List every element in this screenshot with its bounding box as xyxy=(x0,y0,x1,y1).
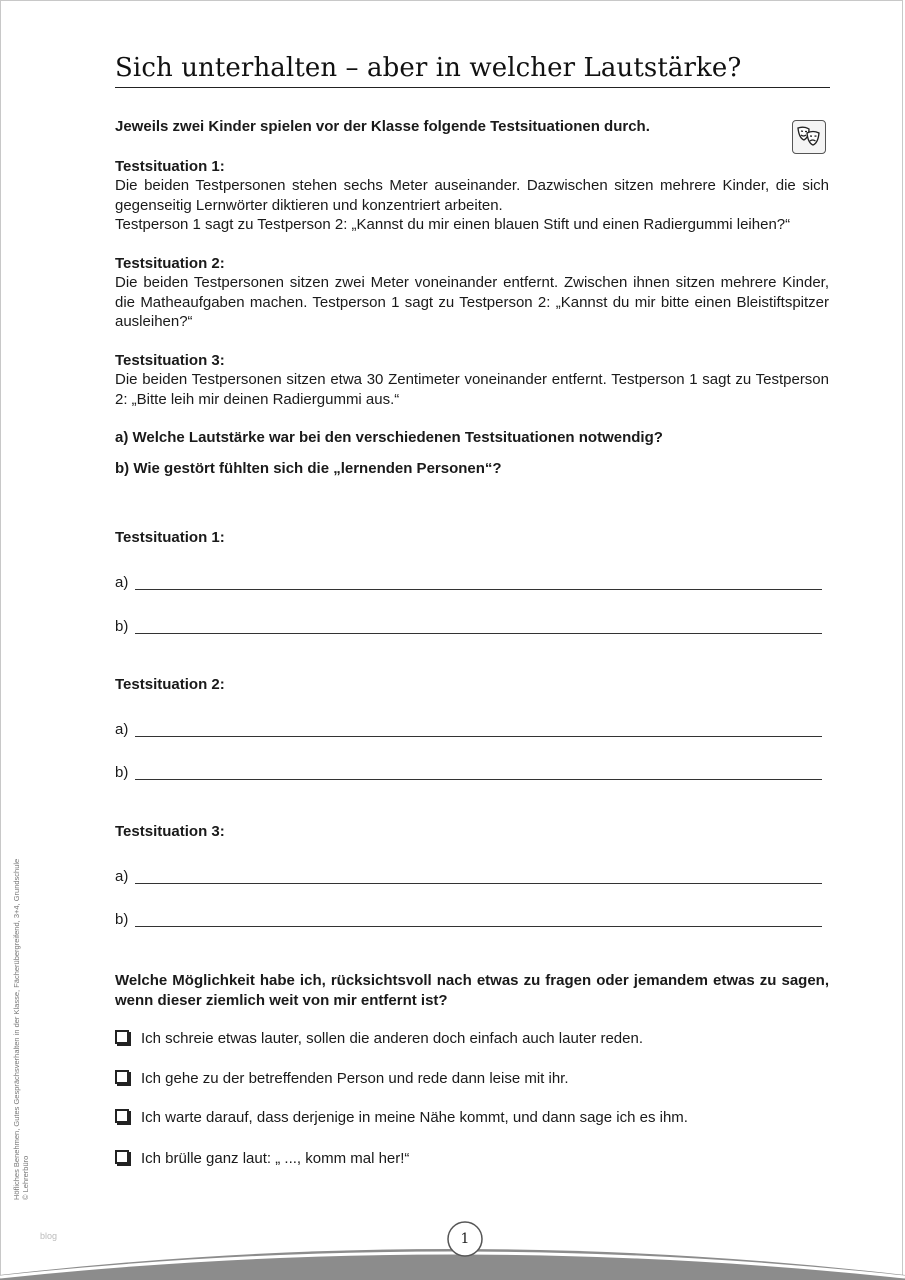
answer-label: b) xyxy=(115,618,129,635)
page-number: 1 xyxy=(460,1231,470,1247)
watermark: blog xyxy=(40,1231,58,1241)
situation-text: Die beiden Testpersonen sitzen etwa 30 Zentimeter voneinander entfernt. Testperson 1 sagt zu Testperson 2: „Bitte leih mir deinen Radiergummi aus.“ xyxy=(115,371,829,408)
situation-1 xyxy=(115,157,829,235)
answer-line-a[interactable] xyxy=(115,721,825,741)
situation-heading: Testsituation 2: xyxy=(115,254,225,272)
answer-line-a[interactable] xyxy=(115,868,825,888)
situation-text: Die beiden Testpersonen sitzen zwei Meter voneinander entfernt. Zwischen ihnen sitzen mehrere Kinder, die Matheaufgaben machen. Testperson 1 sagt zu Testperson 2: „Kannst du mir bitte einen Bleistiftspitzer ausleihen?“ xyxy=(115,274,829,330)
answer-heading: Testsituation 3: xyxy=(115,823,225,840)
answer-heading: Testsituation 1: xyxy=(115,529,225,546)
final-question: Welche Möglichkeit habe ich, rücksichtsvoll nach etwas zu fragen oder jemandem etwas zu sagen, wenn dieser ziemlich weit von mir entfernt ist? xyxy=(115,972,829,1009)
answer-rule xyxy=(135,589,822,590)
answer-line-a[interactable] xyxy=(115,574,825,594)
question-b: b) Wie gestört fühlten sich die „lernenden Personen“? xyxy=(115,459,502,477)
title-underline xyxy=(115,87,830,88)
option-label: Ich schreie etwas lauter, sollen die anderen doch einfach auch lauter reden. xyxy=(141,1030,643,1047)
answer-line-b[interactable] xyxy=(115,911,825,931)
side-text-line: Höfliches Benehmen, Gutes Gesprächsverhalten in der Klasse, Fächerübergreifend, 3+4, Grundschule xyxy=(12,858,21,1200)
answer-line-b[interactable] xyxy=(115,618,825,638)
copyright-side-text xyxy=(12,859,30,1200)
answer-label: a) xyxy=(115,721,129,738)
answer-line-b[interactable] xyxy=(115,764,825,784)
checkbox[interactable] xyxy=(115,1070,129,1084)
page-title: Sich unterhalten – aber in welcher Lautstärke? xyxy=(115,53,742,83)
answer-heading: Testsituation 2: xyxy=(115,676,225,693)
task-description xyxy=(115,117,829,489)
question-a: a) Welche Lautstärke war bei den verschiedenen Testsituationen notwendig? xyxy=(115,429,663,446)
checkbox[interactable] xyxy=(115,1030,129,1044)
answer-label: b) xyxy=(115,764,129,781)
option-label: Ich warte darauf, dass derjenige in meine Nähe kommt, und dann sage ich es ihm. xyxy=(141,1109,688,1126)
situation-heading: Testsituation 1: xyxy=(115,157,225,175)
answer-rule xyxy=(135,736,822,737)
checkbox[interactable] xyxy=(115,1150,129,1164)
option-label: Ich brülle ganz laut: „ ..., komm mal her!“ xyxy=(141,1150,410,1167)
situation-3 xyxy=(115,351,829,410)
side-text-line: © Lehrerbüro xyxy=(21,1155,30,1200)
answer-rule xyxy=(135,883,822,884)
answer-rule xyxy=(135,633,822,634)
answer-label: a) xyxy=(115,574,129,591)
option-label: Ich gehe zu der betreffenden Person und rede dann leise mit ihr. xyxy=(141,1070,569,1087)
situation-text: Die beiden Testpersonen stehen sechs Meter auseinander. Dazwischen sitzen mehrere Kinder, die sich gegenseitig Lernwörter diktieren und konzentriert arbeiten. xyxy=(115,177,829,214)
situation-2 xyxy=(115,254,829,332)
situation-text: Testperson 1 sagt zu Testperson 2: „Kannst du mir einen blauen Stift und einen Radiergummi leihen?“ xyxy=(115,216,791,233)
intro-text: Jeweils zwei Kinder spielen vor der Klasse folgende Testsituationen durch. xyxy=(115,118,650,135)
checkbox[interactable] xyxy=(115,1109,129,1123)
answer-rule xyxy=(135,926,822,927)
answer-rule xyxy=(135,779,822,780)
answer-label: b) xyxy=(115,911,129,928)
situation-heading: Testsituation 3: xyxy=(115,351,225,369)
answer-label: a) xyxy=(115,868,129,885)
